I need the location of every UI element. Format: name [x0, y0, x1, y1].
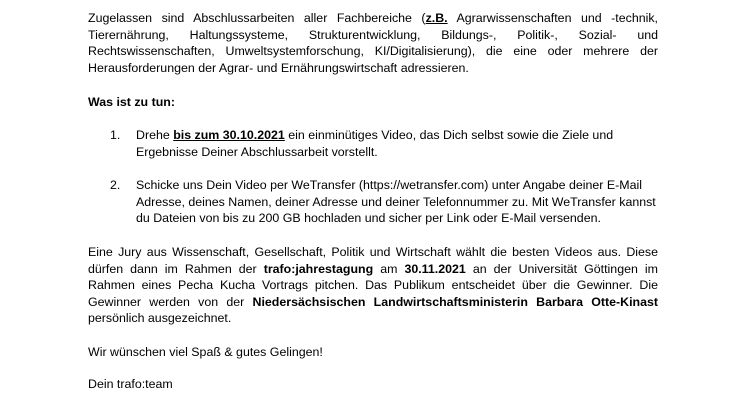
list-item-number: 1. — [110, 128, 121, 142]
jury-text-2: am — [373, 261, 405, 276]
event-name: trafo:jahrestagung — [263, 261, 374, 276]
step-text-end: ein einminütiges Video, das Dich selbst sowie die Ziele und Ergebnisse Deiner Abschlussarbeit vorstellt. — [136, 128, 614, 159]
deadline-emphasis: bis zum 30.10.2021 — [173, 128, 285, 142]
signoff-line: Dein trafo:team — [88, 377, 173, 391]
jury-text-4: persönlich ausgezeichnet. — [88, 311, 232, 326]
list-item-text — [136, 127, 658, 160]
intro-text-end: Agrarwissenschaften und -technik, Tierernährung, Haltungssysteme, Strukturentwicklung, Bildungs-, Politik-, Sozial- und Rechtswissenschaften, Umweltsystemforschung, KI/Digitalisierung), die eine oder mehrere der Herausforderungen der Agrar- und Ernährungswirtschaft adressieren. — [88, 11, 658, 75]
list-item-number: 2. — [110, 178, 121, 192]
jury-text-3: an der Universität Göttingen im Rahmen eines Pecha Kucha Vortrags pitchen. Das Publikum entscheidet über die Gewinner. Die Gewinner werden von der — [88, 261, 658, 309]
jury-paragraph — [88, 244, 658, 327]
intro-paragraph — [88, 10, 658, 76]
step-text-start: Drehe — [136, 128, 174, 142]
zb-emphasis: z.B. — [425, 11, 448, 25]
section-heading-text: Was ist zu tun: — [88, 95, 175, 109]
list-item-text: Schicke uns Dein Video per WeTransfer (https://wetransfer.com) unter Angabe deiner E-Mail Adresse, deines Namen, deiner Adresse und deiner Telefonnummer zu. Mit WeTransfer kannst du Dateien von bis zu 200 GB hochladen und sicher per Link oder E-Mail versenden. — [136, 178, 656, 226]
event-date: 30.11.2021 — [404, 261, 466, 276]
wish-line: Wir wünschen viel Spaß & gutes Gelingen! — [88, 345, 323, 359]
jury-text-1: Eine Jury aus Wissenschaft, Gesellschaft, Politik und Wirtschaft wählt die besten Videos aus. Diese dürfen dann im Rahmen der — [88, 245, 658, 276]
section-heading — [88, 94, 658, 111]
minister-name: Niedersächsischen Landwirtschaftsministerin Barbara Otte-Kinast — [252, 294, 658, 309]
intro-text-start: Zugelassen sind Abschlussarbeiten aller Fachbereiche ( — [88, 11, 426, 25]
